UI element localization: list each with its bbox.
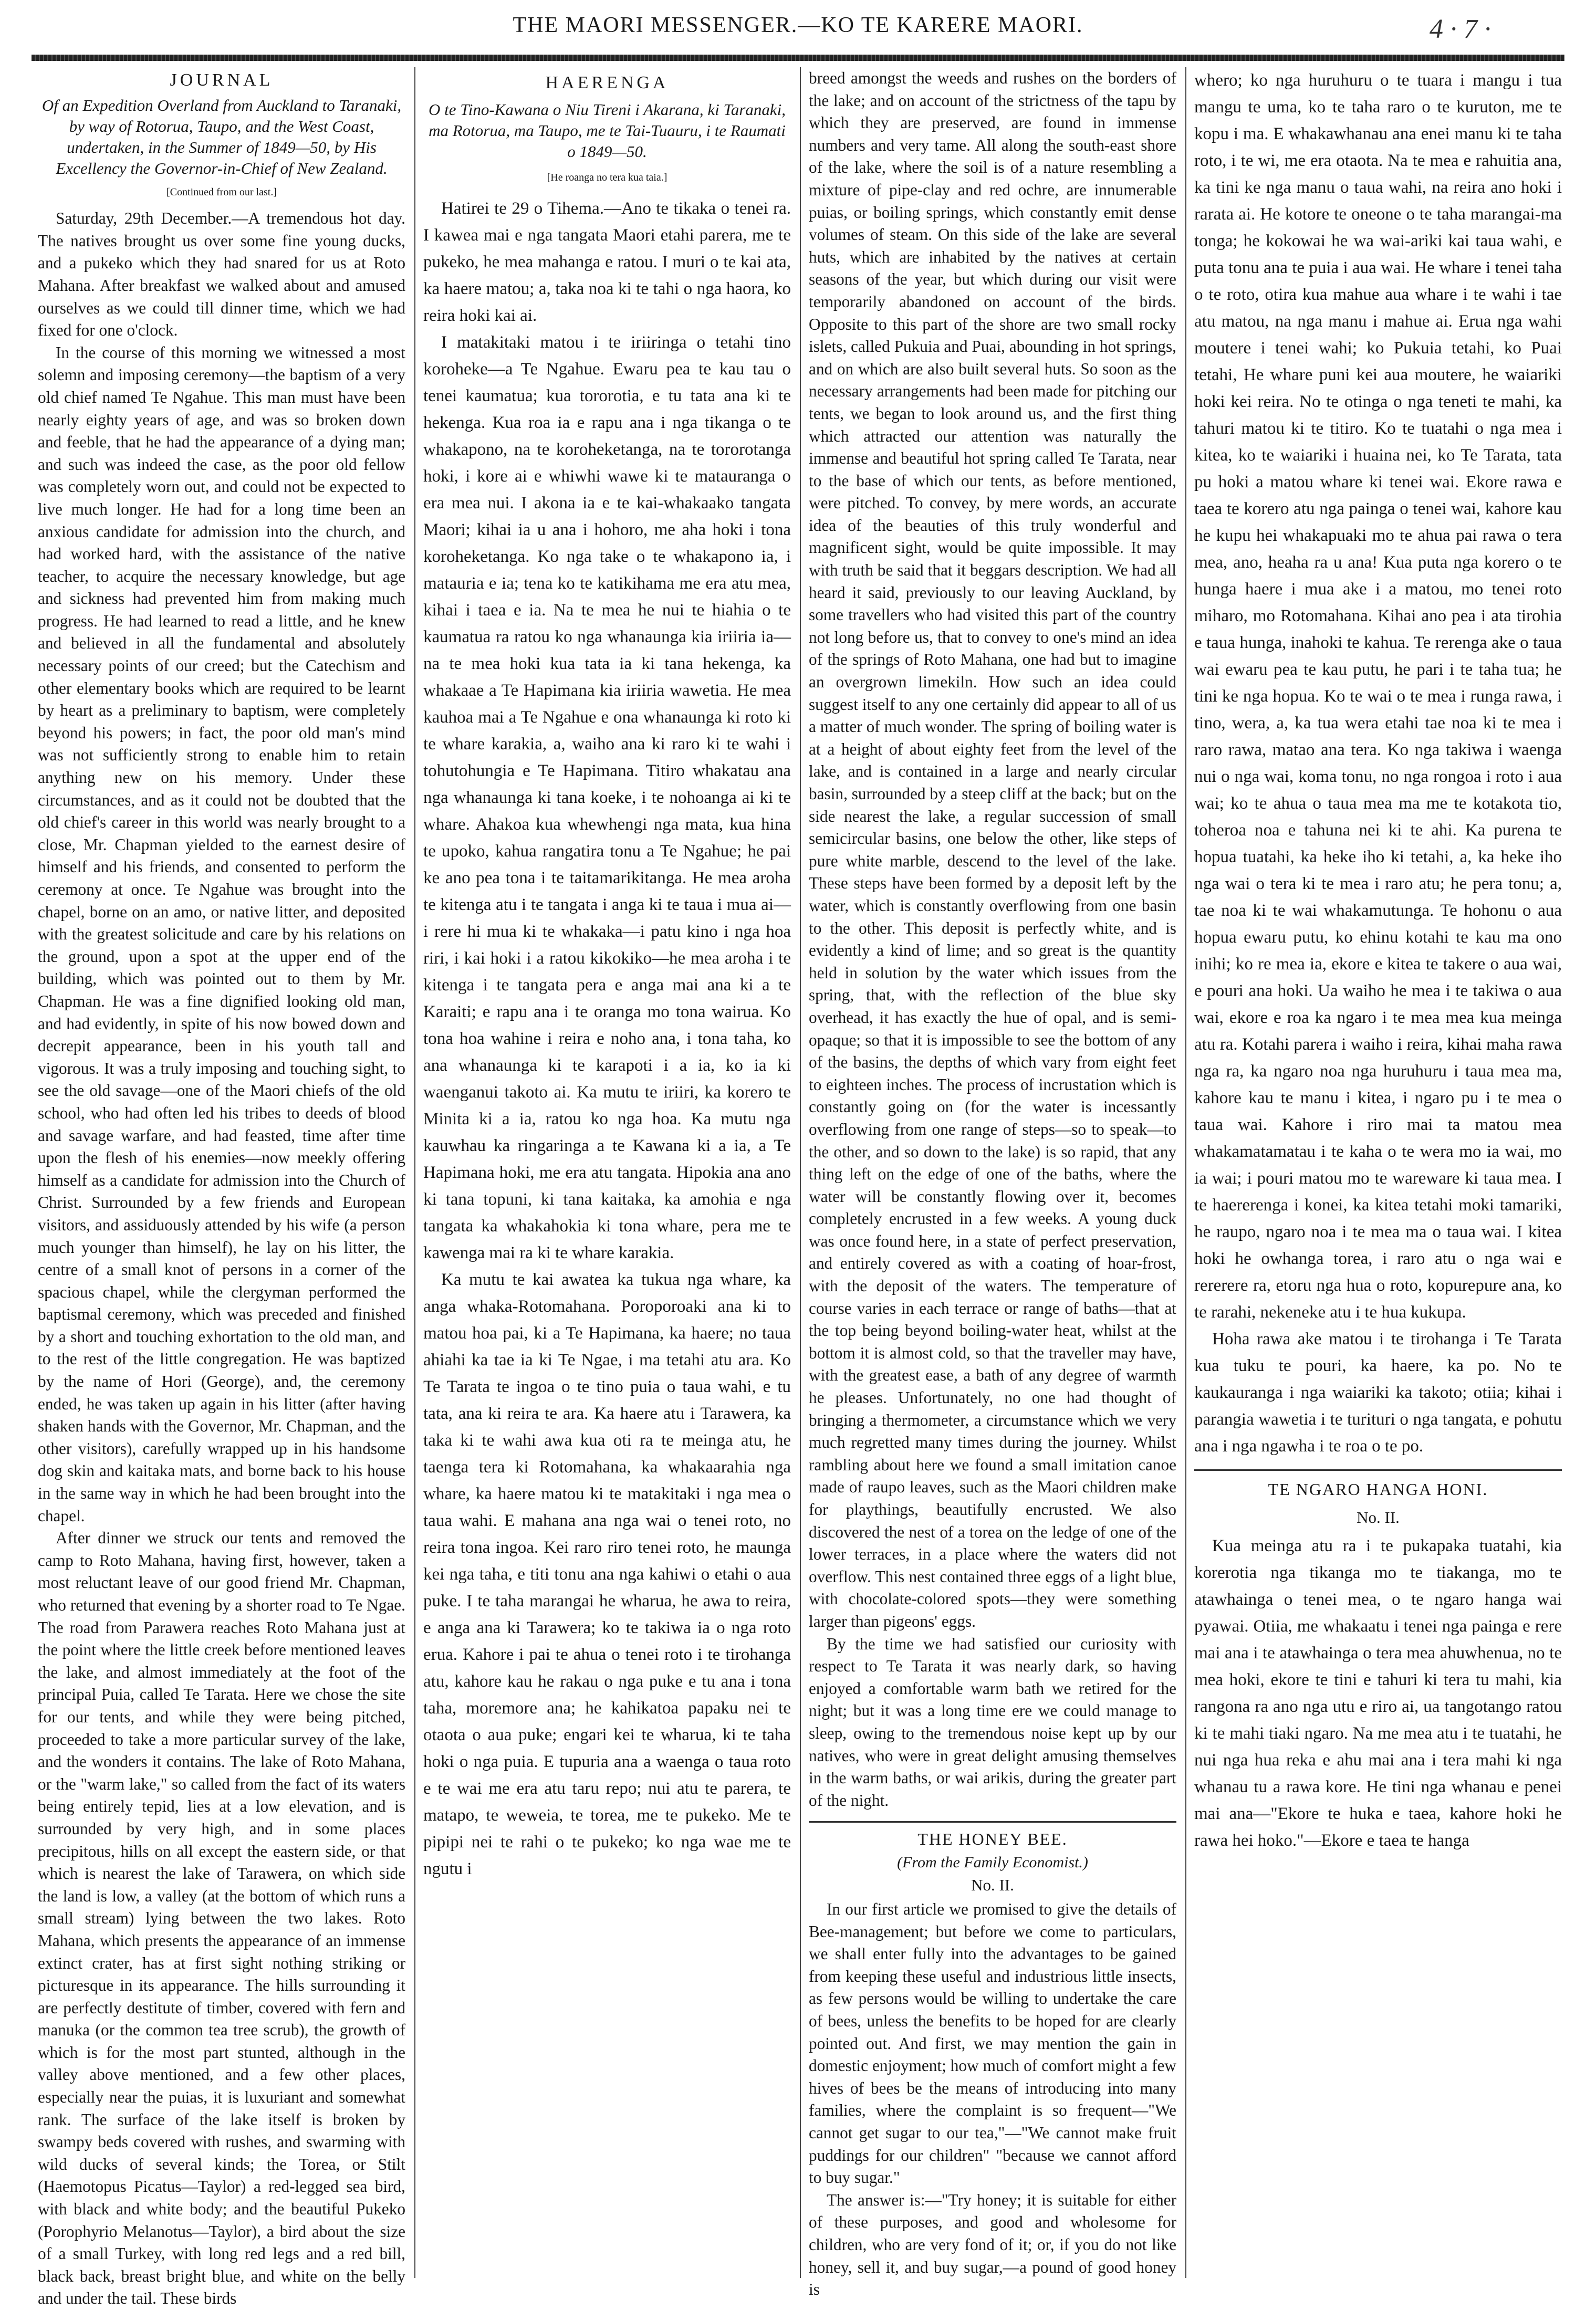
section-title: THE HONEY BEE. (917, 1830, 1068, 1849)
column-maori-haerenga (423, 67, 791, 2278)
column-divider (800, 67, 801, 2278)
continued-note: [Continued from our last.] (166, 186, 277, 198)
article-heading: HAERENGA (545, 73, 669, 92)
paragraph: In the course of this morning we witnessed a most solemn and imposing ceremony—the baptism of a very old chief named Te Ngahue. This man must have been nearly eighty years of age, and was so broken down and feeble, that he had the appearance of a dying man; and such was indeed the case, as the poor old fellow was completely worn out, and could not be expected to live much longer. He had for a long time been an anxious candidate for admission into the church, and had worked hard, with the assistance of the native teacher, to acquire the necessary knowledge, but age and sickness had prevented him from making much progress. He had learned to read a little, and he knew and believed in all the fundamental and absolutely necessary points of our creed; but the Catechism and other elementary books which are required to be learnt by heart as a preliminary to baptism, were completely beyond his powers; in fact, the poor old man's mind was not sufficiently strong to enable him to retain anything new on his memory. Under these circumstances, and as it could not be doubted that the old chief's career in this world was nearly brought to a close, Mr. Chapman yielded to the earnest desire of himself and his friends, and consented to perform the ceremony at once. Te Ngahue was brought into the chapel, borne on an amo, or native litter, and deposited with the greatest solicitude and care by his relations on the ground, upon a spot at the upper end of the building, which was pointed out to them by Mr. Chapman. He was a fine dignified looking old man, and had evidently, in spite of his now bowed down and decrepit appearance, been in his youth tall and vigorous. It was a truly imposing and touching sight, to see the old savage—one of the Maori chiefs of the old school, who had often led his tribes to deeds of blood and savage warfare, and had feasted, time after time upon the flesh of his enemies—now meekly offering himself as a candidate for admission into the Church of Christ. Surrounded by a few friends and European visitors, and assiduously attended by his wife (a person much younger than himself), he lay on his litter, the centre of a small knot of persons in a corner of the spacious chapel, while the clergyman performed the baptismal ceremony, which was preceded and finished by a short and touching exhortation to the old man, and to the rest of the little congregation. He was baptized by the name of Hori (George), and, the ceremony ended, he was taken up again in his litter (after having shaken hands with the Governor, Mr. Chapman, and the other visitors), carefully wrapped up in his handsome dog skin and kaitaka mats, and borne back to his house in the same way in which he had been brought into the chapel. (38, 343, 405, 1525)
column-english-journal (38, 67, 405, 2308)
section-rule (1194, 1469, 1562, 1471)
column-divider (1185, 67, 1186, 2278)
paragraph: Saturday, 29th December.—A tremendous hot day. The natives brought us over some fine young ducks, and a pukeko which they had snared for us at Roto Mahana. After breakfast we walked about and amused ourselves as we could till dinner time, which we had fixed for one o'clock. (38, 209, 405, 340)
section-title: TE NGARO HANGA HONI. (1268, 1480, 1488, 1499)
article-heading: JOURNAL (170, 70, 274, 90)
paragraph: Ka mutu te kai awatea ka tukua nga whare, ka anga whaka-Rotomahana. Poroporoaki ana ki to matou hoa pai, ki a Te Hapimana, ka haere; no taua ahiahi ka tae ia ki Te Ngae, i ma tetahi atu ara. Ko Te Tarata te ingoa o te tino puia o taua wahi, e tu tata, ana ki reira te ara. Ka haere atu i Tarawera, ka taka ki te wahi awa kua oti ra te meinga atu, he taenga tera ki Rotomahana, ka whakaarahia nga whare, ka haere matou ki te matakitaki i nga mea o taua wahi. E mahana ana nga wai o tenei roto, no reira tona ingoa. Kei raro riro tenei roto, he maunga kei nga taha, e titi tonu ana nga kahiwi o etahi o aua puke. I te taha marangai he wharua, he awa to reira, e anga ana ki Tarawera; ko te takiwa ia o nga roto erua. Kahore i pai te ahua o tenei roto i te tirohanga atu, kahore kau he rakau o nga puke e tu ana i tona taha, moremore ana; he kahikatoa papaku nei te otaota o aua puke; engari kei te wharua, ki te taha hoki o nga puia. E tupuria ana a waenga o taua roto e te wai me era atu taru repo; nui atu te parera, te matapo, te weweia, te torea, me te pukeko. Me te pipipi nei te rahi o te pukeko; ko nga wae me te ngutu i (423, 1270, 791, 1878)
article-subtitle: Of an Expedition Overland from Auckland to Taranaki, by way of Rotorua, Taupo, and the West Coast, undertaken, in the Summer of 1849—50, by His Excellency the Governor-in-Chief of New Zealand. (41, 96, 402, 177)
section-rule (809, 1821, 1176, 1823)
paragraph: By the time we had satisfied our curiosity with respect to Te Tarata it was nearly dark, so having enjoyed a comfortable warm bath we retired for the night; but it was a long time ere we could manage to sleep, owing to the tremendous noise kept up by our natives, who were in great delight amusing themselves in the warm baths, or wai arikis, during the greater part of the night. (809, 1634, 1176, 1810)
masthead-title: THE MAORI MESSENGER.—KO TE KARERE MAORI. (513, 13, 1083, 37)
paragraph: I matakitaki matou i te iriiringa o tetahi tino koroheke—a Te Ngahue. Ewaru pea te kau tau o tenei kaumatua; kua tororotia, e tu tata ana ki te hekenga. Kua roa ia e rapu ana i nga tikanga o te whakapono, na te koroheketanga, na te tororotanga hoki, i kore ai e whiwhi wawe ki te matauranga o era mea nui. I akona ia e te kai-whakaako tangata Maori; kihai ia u ana i hohoro, me aha hoki i tona koroheketanga. Ko nga take o te whakapono ia, i matauria e ia; tena ko te katikihama me era atu mea, kihai i taea e ia. Na te mea he nui te hiahia o te kaumatua ra ratou ko nga whanaunga kia iriiria ia—na te mea hoki kua tata ia ki tana hekenga, ka whakaae a Te Hapimana kia iriiria wawetia. He mea kauhoa mai a Te Ngahue e ona whanaunga ki roto ki te whare karakia, a, waiho ana ki raro ki te wahi i tohutohungia e Te Hapimana. Titiro whakatau ana nga whanaunga ki tana koeke, i te nohoanga ai ki te whare. Ahakoa kua whewhengi nga mata, kua hina te upoko, kahua rangatira tonu a Te Ngahue; he pai ke ano pea tona i te taitamarikitanga. He mea aroha te kitenga atu i te tangata i anga ki te taua i mua ai—i rere hi mua ki te whakaka—i patu kino i nga hoa riri, i kai hoki i a ratou kikokiko—he mea aroha i te kitenga i te tangata pera e anga mai ana ki a te Karaiti; e rapu ana i te oranga mo tona wairua. Ko tona hoa wahine i reira e noho ana, i tona taha, ko ana whanaunga ki te karapoti i a ia, ko ia ki waenganui takoto ai. Ka mutu te iriiri, ka korero te Minita ki a ia, ratou ko nga hoa. Ka mutu nga kauwhau ka ringaringa a te Kawana ki a ia, a Te Hapimana hoki, me era atu tangata. Hipokia ana ano ki tana topuni, ki tana kaitaka, ka amohia e nga tangata ka whakahokia ki tona whare, pera me te kawenga mai ra ki te whare karakia. (423, 333, 791, 1262)
column-divider (414, 67, 415, 2278)
paragraph: Hatirei te 29 o Tihema.—Ano te tikaka o tenei ra. I kawea mai e nga tangata Maori etahi parera, me te pukeko, he mea mahanga e ratou. I muri o te kai ata, ka haere matou; a, taka noa ki te tahi o nga haora, ko reira hoki kai ai. (423, 199, 791, 325)
column-maori-continued (1194, 67, 1562, 2278)
paragraph: Hoha rawa ake matou i te tirohanga i Te Tarata kua tuku te pouri, ka haere, ka po. No te kaukauranga i nga waiariki ka takoto; otiia; kihai i parangia wawetia i te turituri o nga tangata, e pohutu ana i nga ngawha i te roa o te po. (1194, 1330, 1562, 1456)
section-number: No. II. (1357, 1508, 1400, 1527)
continued-note: [He roanga no tera kua taia.] (547, 172, 667, 183)
article-subtitle: O te Tino-Kawana o Niu Tireni i Akarana, ki Taranaki, ma Rotorua, ma Taupo, me te Tai-Tuauru, i te Raumati o 1849—50. (428, 100, 786, 161)
paragraph: breed amongst the weeds and rushes on the borders of the lake; and on account of the strictness of the tapu by which they are preserved, are found in immense numbers and very tame. All along the south-east shore of the lake, where the soil is of a nature resembling a mixture of pipe-clay and red ochre, are innumerable puias, or boiling springs, which constantly emit dense volumes of steam. On this side of the lake are several huts, which are inhabited by the natives at certain seasons of the year, but which during our visit were temporarily abandoned on account of the birds. Opposite to this part of the shore are two small rocky islets, called Pukuia and Puai, abounding in hot springs, and on which are also built several huts. So soon as the necessary arrangements had been made for pitching our tents, we began to look around us, and the first thing which attracted our attention was naturally the immense and beautiful hot spring called Te Tarata, near to the base of which our tents, as before mentioned, were pitched. To convey, by mere words, an accurate idea of the beauties of this truly wonderful and magnificent sight, would be quite impossible. It may with truth be said that it beggars description. We had all heard it said, previously to our leaving Auckland, by some travellers who had visited this part of the country not long before us, that to convey to one's mind an idea of the springs of Roto Mahana, one had but to imagine an overgrown limekiln. How such an idea could suggest itself to any one certainly did appear to all of us a matter of much wonder. The spring of boiling water is at a height of about eighty feet from the level of the lake, and is contained in a large and nearly circular basin, surrounded by a steep cliff at the back; but on the side nearest the lake, a regular succession of small semicircular basins, one below the other, like steps of pure white marble, descend to the level of the lake. These steps have been formed by a deposit left by the water, which is constantly overflowing from one basin to the other. This deposit is perfectly white, and is evidently a kind of lime; and so great is the quantity held in solution by the water which issues from the spring, that, with the reflection of the blue sky overhead, it has exactly the hue of opal, and is semi-opaque; so that it is impossible to see the bottom of any of the basins, the depths of which vary from eight feet to eighteen inches. The process of incrustation which is constantly going on (for the water is incessantly overflowing from one range of steps—so to speak—to the other, and so down to the lake) is so rapid, that any thing left on the edge of one of the baths, where the water will be constantly flowing over it, becomes completely encrusted in a few weeks. A young duck was once found here, in a state of perfect preservation, and entirely covered as with a coating of hoar-frost, with the deposit of the waters. The temperature of course varies in each terrace or range of baths—that at the top being beyond boiling-water heat, whilst at the bottom it is almost cold, so that the traveller may have, with the greatest ease, a bath of any degree of warmth he pleases. Unfortunately, no one had thought of bringing a thermometer, a circumstance which we very much regretted many times during the journey. Whilst rambling about here we found a small imitation canoe made of raupo leaves, such as the Maori children make for playthings, beautifully encrusted. We also discovered the nest of a torea on the ledge of one of the lower terraces, in a place where the waters did not overflow. This nest contained three eggs of a light blue, with chocolate-colored spots—they were something larger than pigeons' eggs. (809, 69, 1176, 1630)
paragraph: whero; ko nga huruhuru o te tuara i mangu i tua mangu te uma, ko te taha raro o te kuruton, me te kopu i ma. E whakawhanau ana enei manu ki te taha roto, i te wi, me era otaota. Na te mea e rahuitia ana, ka tini ke nga manu o taua wahi, na reira ano hoki i rarata ai. He kotore te oneone o te taha marangai-ma tonga; he kokowai he wa wai-ariki kai taua wahi, e puta tonu ana te puia i aua wai. He whare i tenei taha o te roto, otira kua mahue aua whare i te wahi i tae atu matou, na nga manu i mahue ai. Erua nga wahi moutere i tenei wahi; ko Pukuia tetahi, ko Puai tetahi, He whare puni kei aua moutere, he waiariki hoki kei reira. No te otinga o nga teneti te mahi, ka tahuri matou ki te titiro. Ko te tuatahi o nga mea i kitea, ko te waiariki i huaina nei, ko Te Tarata, tata pu hoki a matou whare ki tenei wai. Ekore rawa e taea te korero atu nga painga o tenei wai, kahore kau he kupu hei whakapuaki mo te ahua pai rawa o tera mea, ano, heaha ra u ana! Kua puta nga korero o te hunga haere i mua ake i a matou, mo tenei roto miharo, mo Rotomahana. Kihai ano pea i ata tirohia e taua hunga, inahoki te kahua. Te rerenga ake o taua wai ewaru pea te kau putu, he pari i te taha tua; he tini ke nga hopua. Ko te wai o te mea i runga rawa, i tino, wera, a, ka tua wera etahi tae noa ki te mea i raro rawa, matao ana tera. Ko nga takiwa i waenga nui o nga wai, koma tonu, no nga rongoa i roto i aua wai; ko te ahua o taua mea ma me te kotakota tio, toheroa noa e tahuna nei ki te ahi. Ka purena te hopua tuatahi, ka heke iho ki tetahi, a, ka heke iho nga wai o tera ki te mea i raro atu; he pera tonu; a, tae noa ki te wai whakamutunga. Te hohonu o aua hopua ewaru putu, ko ehinu kotahi te kau ma ono inihi; ko re mea ia, ekore e kitea te takere o aua wai, e pouri ana hoki. Ua waiho he mea i te takiwa o aua wai, ekore e roa ka ngaro i te mea mea kua meinga atu ra. Kotahi parera i waiho i reira, kihai maha rawa nga ra, ka ngaro noa nga huruhuru i taua mea ma, kahore kau te manu i kitea, i ngaro pu i te mea o taua wai. Kahore i riro mai ta matou mea whakamatamatau i te kaha o te wera mo ia wai, mo ia wai; i pouri matou mo te wareware ki taua mea. I te haererenga i konei, ka kitea tetahi moki tamariki, he raupo, ngaro noa i te mea ma o taua wai. I kitea hoki he owhanga torea, i raro atu o nga wai e rererere ra, etoru nga hua o roto, kopurepure ana, ko te rarahi, nekeneke atu i te hua kukupa. (1194, 71, 1562, 1322)
handwritten-note: 4 · 7 · (1430, 14, 1491, 44)
section-source: (From the Family Economist.) (897, 1853, 1088, 1871)
masthead-rule (32, 55, 1564, 61)
paragraph: Kua meinga atu ra i te pukapaka tuatahi, kia korerotia nga tikanga mo te tiakanga, mo te atawhainga o tenei mea, o te ngaro hanga wai pyawai. Otiia, me whakaatu i tenei nga painga e rere mai ana i te atawhainga o tera mea ahuwhenua, no te mea hoki, ekore te tini e tahuri ki tera tu mahi, kia rangona ra ano nga utu e riro ai, ua tangotango ratou ki te mahi tiaki ngaro. Na me mea atu i te tuatahi, he nui nga hua reka e ahu mai ana i tera mahi ki nga whanau tu a rawa kore. He tini nga whanau e penei mai ana—"Ekore te huka e taea, kahore hoki he rawa hei hoko."—Ekore e taea te hanga (1194, 1536, 1562, 1850)
paragraph: In our first article we promised to give the details of Bee-management; but before we come to particulars, we shall enter fully into the advantages to be gained from keeping these useful and industrious little insects, as few persons would be willing to undertake the care of bees, unless the benefits to be hoped for are clearly pointed out. And first, we may mention the gain in domestic enjoyment; how much of comfort might a few hives of bees be the means of introducing into many families, where the complaint is so frequent—"We cannot get sugar to our tea,"—"We cannot make fruit puddings for our children" "because we cannot afford to buy sugar." (809, 1900, 1176, 2187)
section-number: No. II. (971, 1875, 1014, 1894)
column-english-continued (809, 67, 1176, 2299)
paragraph: After dinner we struck our tents and removed the camp to Roto Mahana, having first, however, taken a most reluctant leave of our good friend Mr. Chapman, who returned that evening by a shorter road to Te Ngae. The road from Parawera reaches Roto Mahana just at the point where the little creek before mentioned leaves the lake, and almost immediately at the foot of the principal Puia, called Te Tarata. Here we chose the site for our tents, and while they were being pitched, proceeded to take a more particular survey of the lake, and the wonders it contains. The lake of Roto Mahana, or the "warm lake," so called from the fact of its waters being entirely tepid, lies at a low elevation, and is surrounded by very high, and in some places precipitous, hills on all except the eastern side, or that which is nearest the lake of Tarawera, on which side the land is low, a valley (at the bottom of which runs a small stream) lying between the two lakes. Roto Mahana, which presents the appearance of an immense extinct crater, has at first sight nothing striking or picturesque in its appearance. The hills surrounding it are perfectly destitute of timber, covered with fern and manuka (or the common tea tree scrub), the growth of which is for the most part stunted, although in the valley above mentioned, and a few other places, especially near the puias, it is luxuriant and somewhat rank. The surface of the lake itself is broken by swampy beds covered with rushes, and swarming with wild ducks of several kinds; the Torea, or Stilt (Haemotopus Picatus—Taylor) a red-legged sea bird, with black and white body; and the beautiful Pukeko (Porophyrio Melanotus—Taylor), a bird about the size of a small Turkey, with long red legs and a red bill, black back, breast bright blue, and white on the belly and under the tail. These birds (38, 1529, 405, 2308)
paragraph: The answer is:—"Try honey; it is suitable for either of these purposes, and good and wholesome for children, who are very fond of it; or, if you do not like honey, sell it, and buy sugar,—a pound of good honey is (809, 2190, 1176, 2299)
